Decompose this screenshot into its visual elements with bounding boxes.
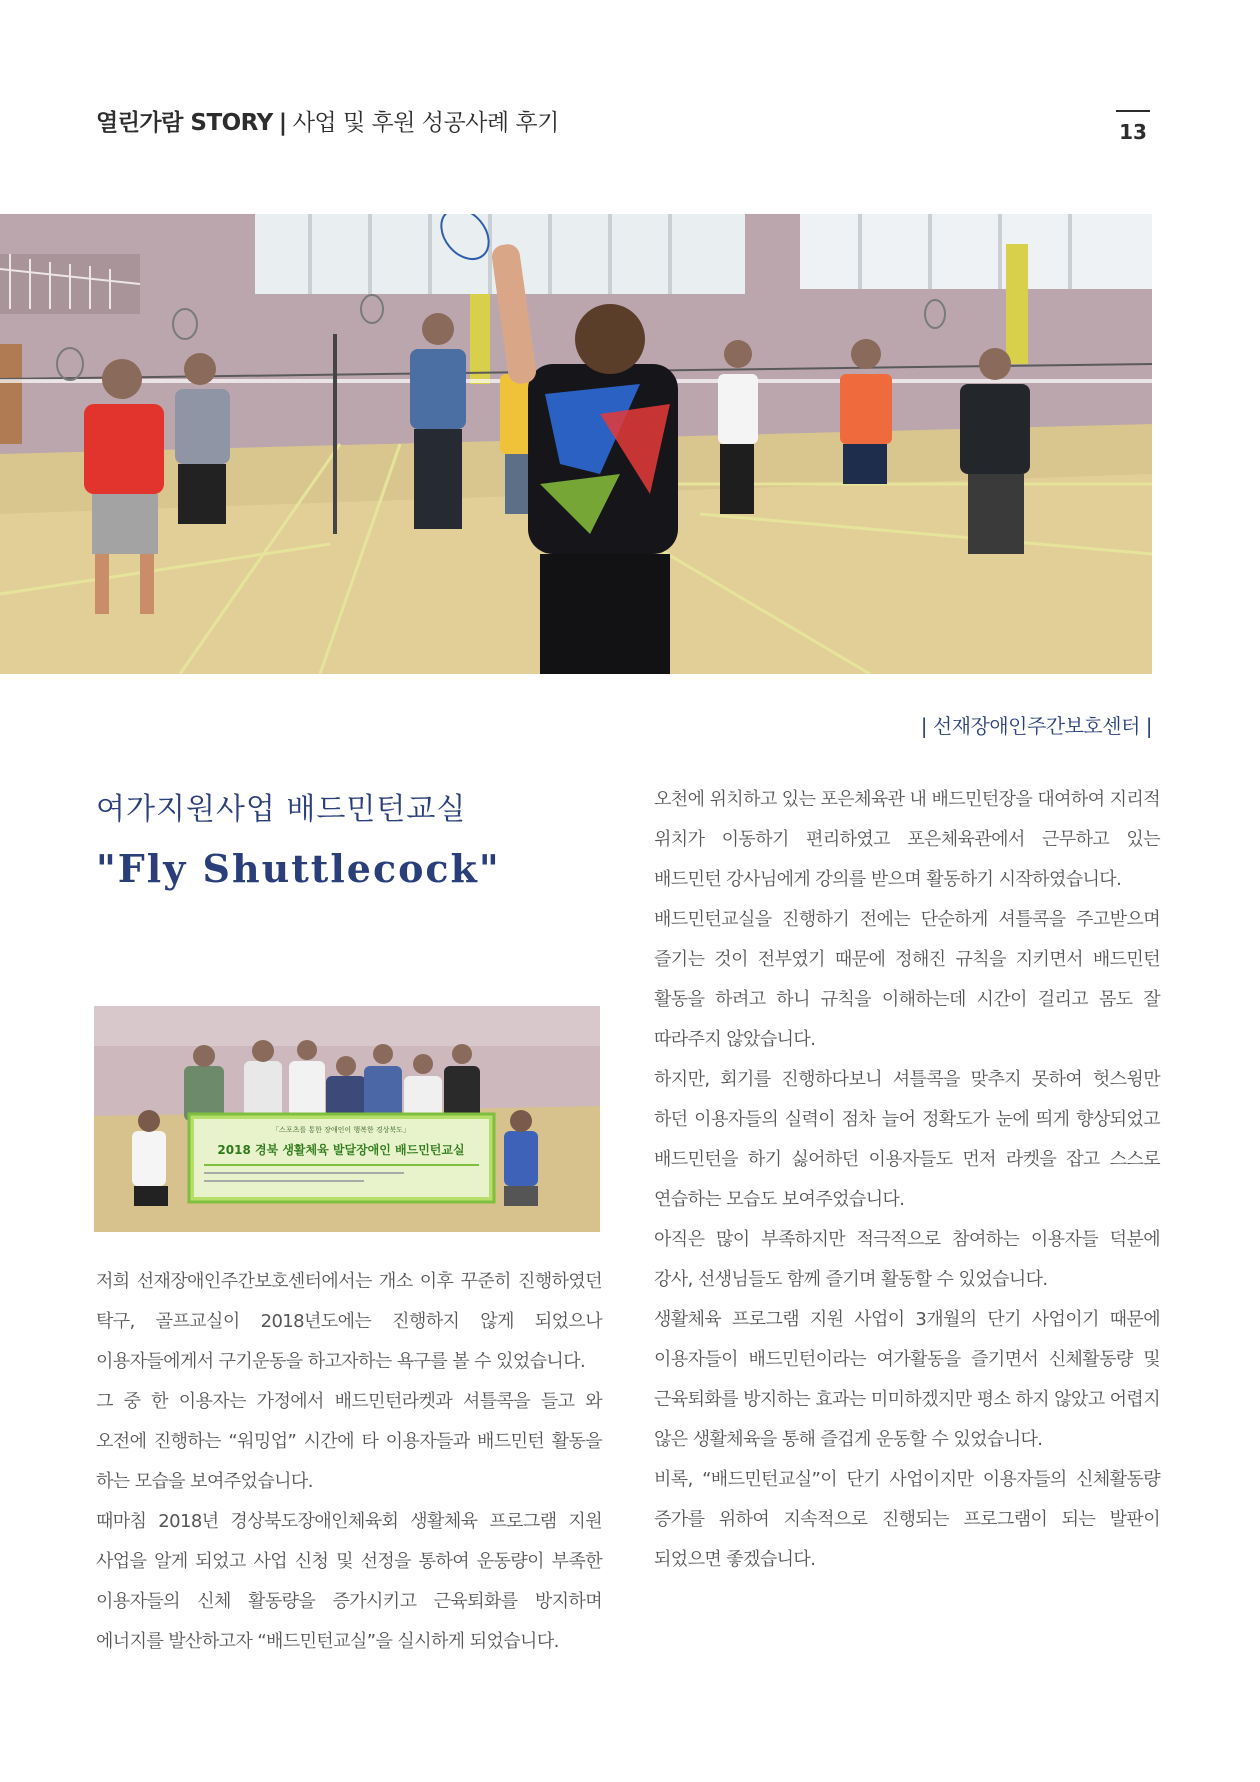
page-number-rule (1116, 110, 1150, 112)
vertical-banner-right (1006, 244, 1028, 364)
article-paragraph: 그 중 한 이용자는 가정에서 배드민턴라켓과 셔틀콕을 들고 와 오전에 진행하는 “워밍업” 시간에 타 이용자들과 배드민턴 활동을 하는 모습을 보여주었습니다. (96, 1391, 602, 1492)
page-number: 13 (1119, 120, 1147, 144)
gym-door (0, 344, 22, 444)
vertical-banner-left (470, 294, 490, 384)
article-paragraph: 비록, “배드민턴교실”이 단기 사업이지만 이용자들의 신체활동량 증가를 위하여 지속적으로 진행되는 프로그램이 되는 발판이 되었으면 좋겠습니다. (654, 1469, 1160, 1570)
header-separator: | (278, 110, 287, 136)
article-paragraph: 때마침 2018년 경상북도장애인체육회 생활체육 프로그램 지원 사업을 알게 되었고 사업 신청 및 선정을 통하여 운동량이 부족한 이용자들의 신체 활동량을 증가시키고 근육퇴화를 방지하며 에너지를 발산하고자 “배드민턴교실”을 실시하게 되었습니다. (96, 1511, 602, 1652)
article-paragraph: 오천에 위치하고 있는 포은체육관 내 배드민턴장을 대여하여 지리적 위치가 이동하기 편리하였고 포은체육관에서 근무하고 있는 배드민턴 강사님에게 강의를 받으며 활동하기 시작하였습니다. (654, 789, 1160, 890)
article-column-right (654, 780, 1160, 1580)
section-title: 사업 및 후원 성공사례 후기 (292, 110, 559, 136)
article-title: 여가지원사업 배드민턴교실 (96, 792, 467, 827)
banner-title-text: 2018 경북 생활체육 발달장애인 배드민턴교실 (217, 1143, 465, 1157)
page-number-block (1116, 110, 1150, 144)
organization-credit: | 선재장애인주간보호센터 | (920, 714, 1152, 738)
magazine-brand: 열린가람 STORY (96, 110, 273, 136)
article-paragraph: 배드민턴교실을 진행하기 전에는 단순하게 셔틀콕을 주고받으며 즐기는 것이 전부였기 때문에 정해진 규칙을 지키면서 배드민턴 활동을 하려고 하니 규칙을 이해하는데 시간이 걸리고 몸도 잘 따라주지 않았습니다. (654, 909, 1160, 1050)
page-header (96, 104, 559, 137)
group-photo-illustration (94, 1006, 600, 1232)
banner-top-text: 「스포츠를 통한 장애인이 행복한 경상북도」 (272, 1126, 410, 1134)
photo-badminton-class (0, 214, 1152, 674)
article-paragraph: 하지만, 회기를 진행하다보니 셔틀콕을 맞추지 못하여 헛스윙만 하던 이용자들의 실력이 점차 늘어 정확도가 눈에 띄게 향상되었고 배드민턴을 하기 싫어하던 이용자들도 먼저 라켓을 잡고 스스로 연습하는 모습도 보여주었습니다. (654, 1069, 1160, 1210)
gym-window-right (800, 214, 1152, 289)
article-column-left (96, 1262, 602, 1662)
article-paragraph: 아직은 많이 부족하지만 적극적으로 참여하는 이용자들 덕분에 강사, 선생님들도 함께 즐기며 활동할 수 있었습니다. (654, 1229, 1160, 1290)
article-subtitle: "Fly Shuttlecock" (96, 846, 501, 891)
article-paragraph: 생활체육 프로그램 지원 사업이 3개월의 단기 사업이기 때문에 이용자들이 배드민턴이라는 여가활동을 즐기면서 신체활동량 및 근육퇴화를 방지하는 효과는 미미하겠지만 평소 하지 않았고 어렵지 않은 생활체육을 통해 즐겁게 운동할 수 있었습니다. (654, 1309, 1160, 1450)
photo-group-banner (94, 1006, 600, 1232)
article-paragraph: 저희 선재장애인주간보호센터에서는 개소 이후 꾸준히 진행하였던 탁구, 골프교실이 2018년도에는 진행하지 않게 되었으나 이용자들에게서 구기운동을 하고자하는 욕구를 볼 수 있었습니다. (96, 1271, 602, 1372)
badminton-gym-illustration (0, 214, 1152, 674)
